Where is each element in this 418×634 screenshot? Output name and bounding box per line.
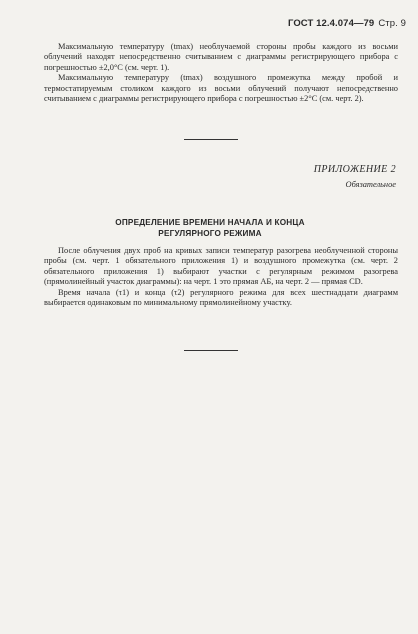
paragraph-regular-regime-selection: После облучения двух проб на кривых записи температур разогрева необлученной стороны пробы (см. черт. 1 обязательного приложения 1) и воздушного промежутка (см. черт. 2 обязательного приложения 1) выбирают участки с регулярным режимом разогрева (прямолинейный участок диаграммы): на черт. 1 это прямая АБ, на черт. 2 — прямая CD. [44, 246, 398, 287]
section-heading [60, 217, 360, 239]
paragraph-tmax-unexposed: Максимальную температуру (tmax) необлучаемой стороны пробы каждого из восьми облучений находят непосредственно считыванием с диаграммы регистрирующего прибора с погрешностью ±2,0°С (см. черт. 1). [44, 42, 398, 72]
section-divider [184, 139, 238, 140]
paragraph-tmax-air-gap: Максимальную температуру (tmax) воздушного промежутка между пробой и термостатируемым столиком каждого из восьми облучений получают непосредственно считыванием с диаграммы регистрирующего прибора с погрешностью ±2°С (см. черт. 2). [44, 73, 398, 104]
end-divider [184, 350, 238, 351]
appendix-title: ПРИЛОЖЕНИЕ 2 [313, 164, 396, 175]
bottom-text-block [44, 246, 398, 308]
section-heading-line-1: ОПРЕДЕЛЕНИЕ ВРЕМЕНИ НАЧАЛА И КОНЦА [115, 218, 305, 227]
top-text-block [44, 42, 398, 104]
section-heading-line-2: РЕГУЛЯРНОГО РЕЖИМА [158, 229, 262, 238]
standard-number: ГОСТ 12.4.074—79 [287, 18, 375, 29]
appendix-subtitle: Обязательное [345, 180, 396, 189]
page-header [288, 18, 406, 29]
page-number: Стр. 9 [378, 18, 406, 29]
paragraph-start-end-time: Время начала (τ1) и конца (τ2) регулярного режима для всех шестнадцати диаграмм выбирается одинаковым по минимальному прямолинейному участку. [44, 287, 398, 308]
